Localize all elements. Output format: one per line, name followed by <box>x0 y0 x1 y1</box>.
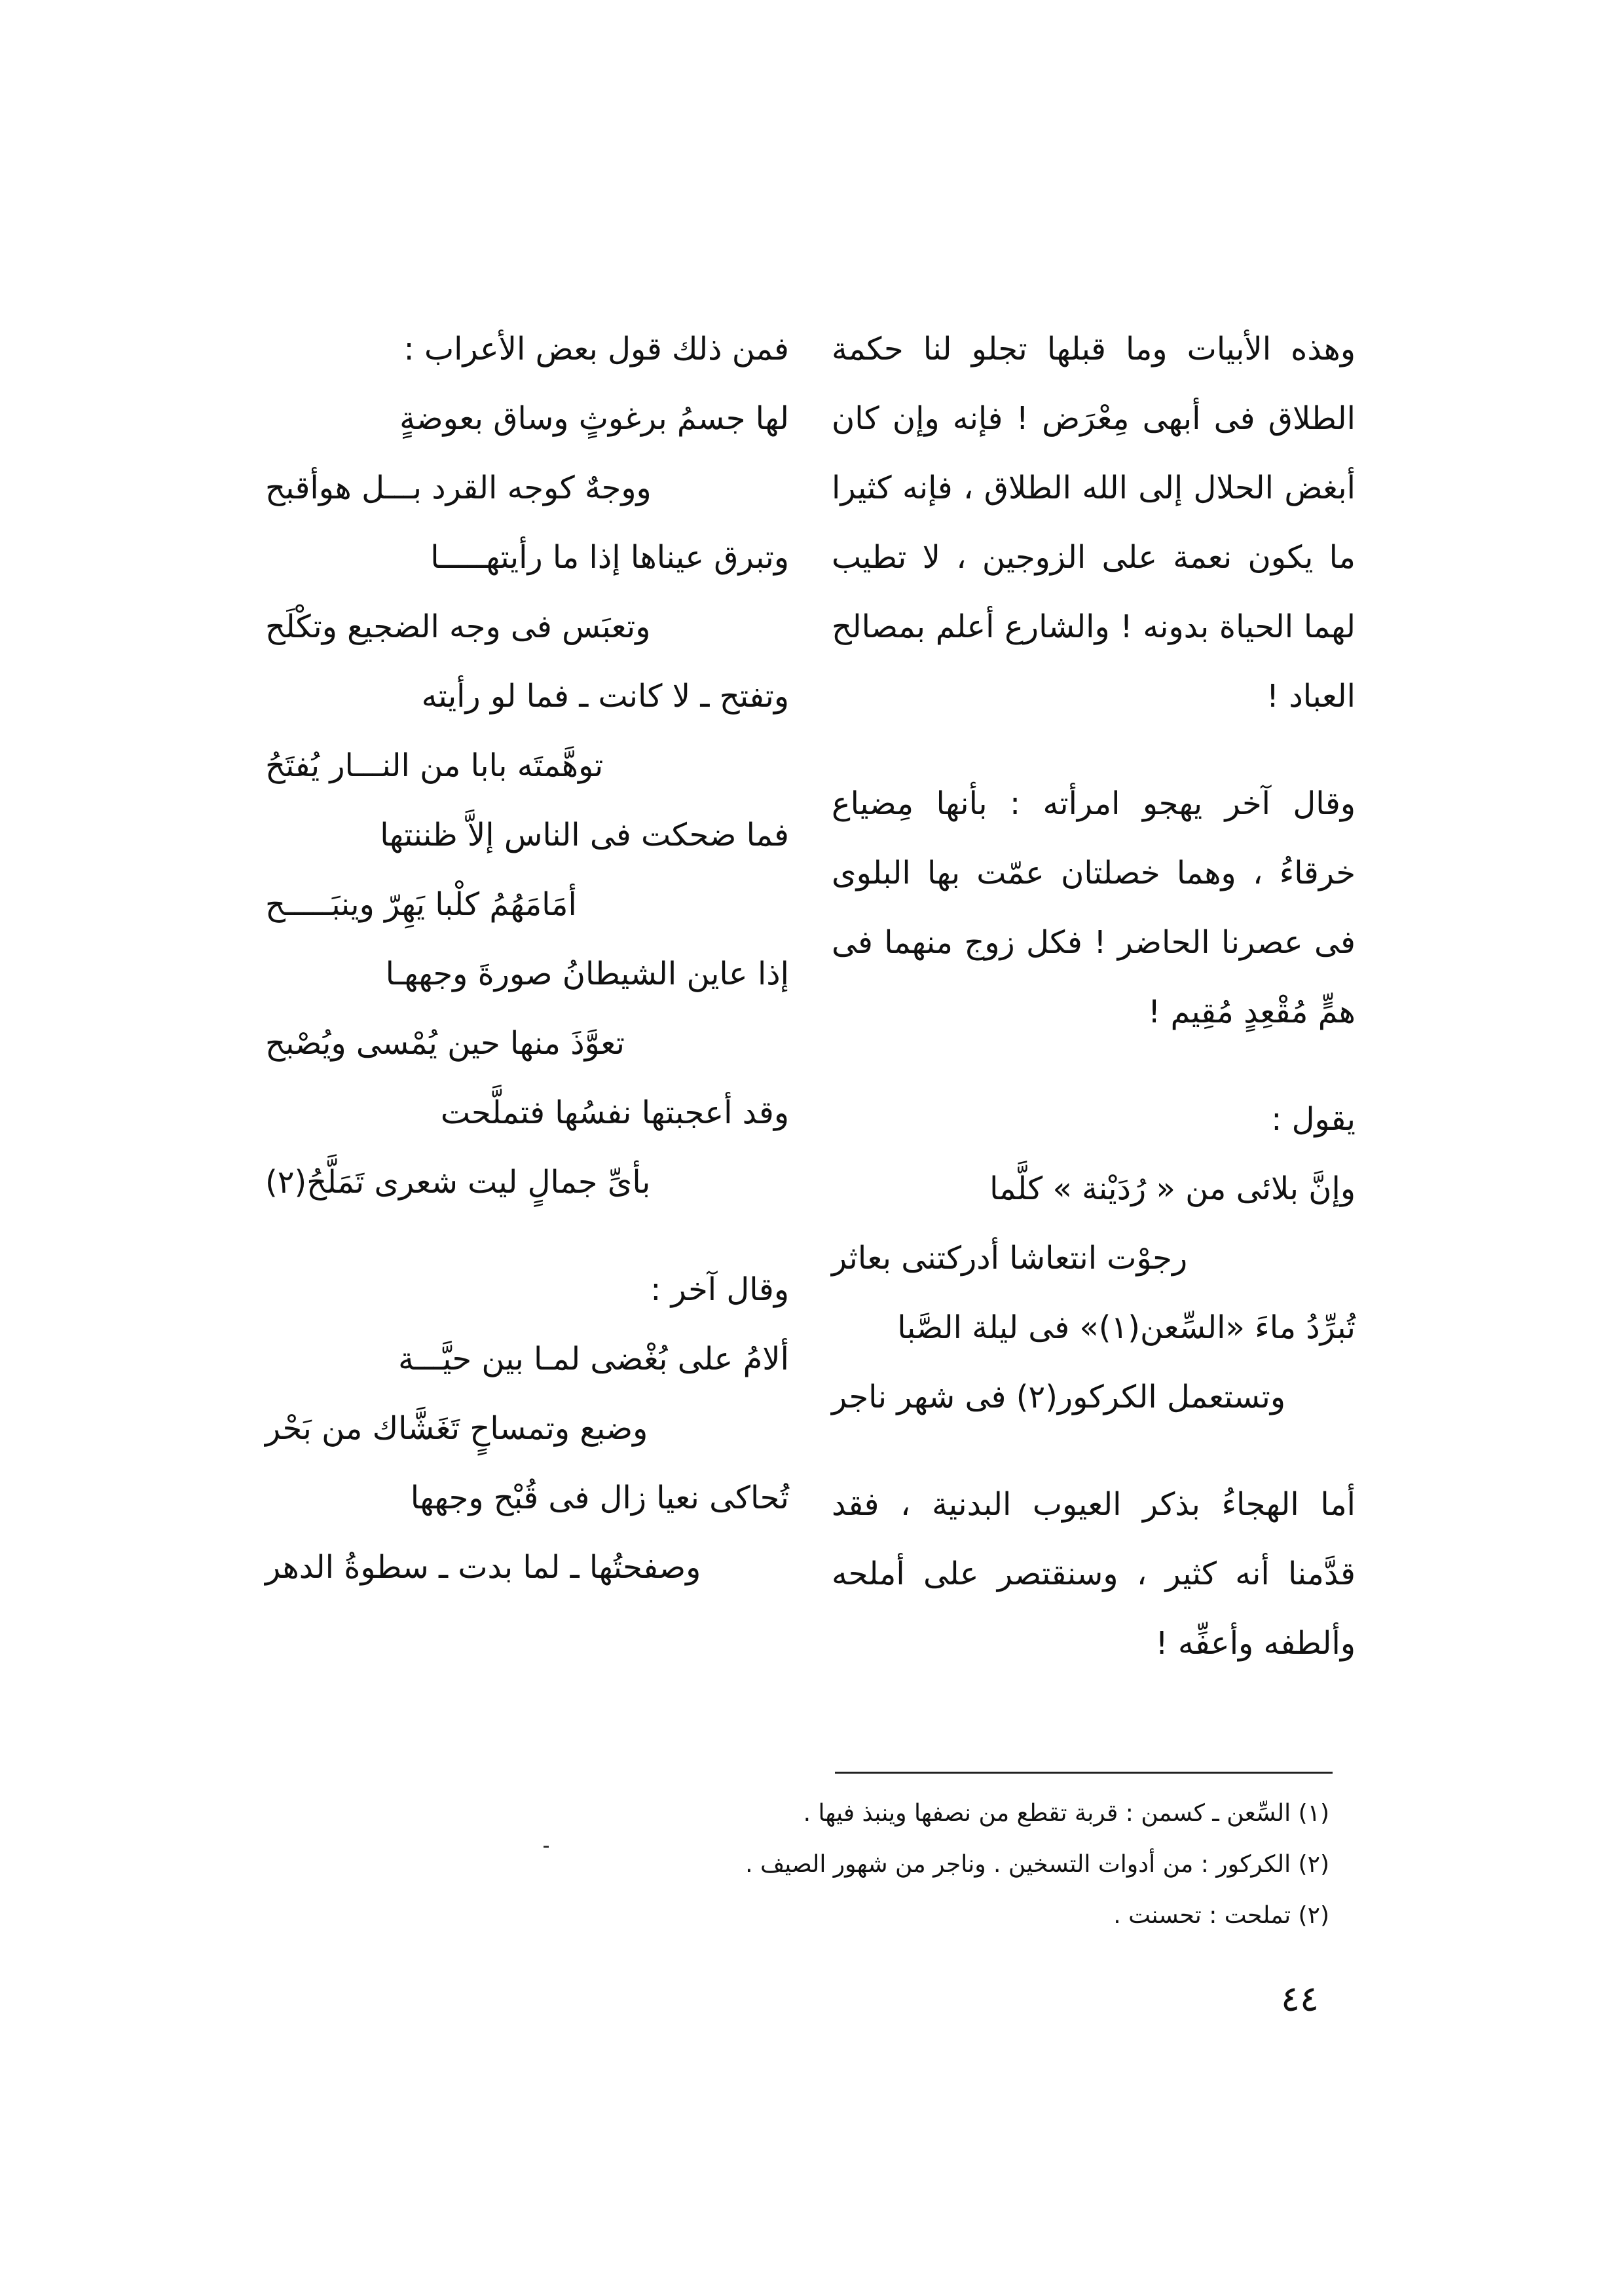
verse-hemistich: وقد أعجبتها نفسُها فتملَّحت <box>440 1094 789 1131</box>
verse-hemistich: تُبرِّدُ ماءَ «السِّعن(١)» فى ليلة الصَّبا <box>897 1309 1356 1346</box>
verse-hemistich: وصفحتُها ـ لما بدت ـ سطوةُ الدهر <box>265 1549 701 1586</box>
poem-intro-another: وقال آخر : <box>650 1271 789 1308</box>
left-column <box>265 314 789 1602</box>
verse-hemistich: ألامُ على بُغْضى لمـا بين حيَّـــة <box>398 1341 789 1377</box>
verse-hemistich: وتستعمل الكركور(٢) فى شهر ناجر <box>832 1379 1286 1415</box>
footnote: (١) السِّعن ـ كسمن : قربة تقطع من نصفها وينبذ فيها . <box>803 1800 1329 1827</box>
paragraph-talaq: وهذه الأبيات وما قبلها تجلو لنا حكمة الطلاق فى أبهى مِعْرَض ! فإنه وإن كان أبغض الحلال إلى الله الطلاق ، فإنه كثيرا ما يكون نعمة على الزوجين ، لا تطيب لهما الحياة بدونه ! والشارع أعلم بمصالح العباد ! <box>832 331 1356 715</box>
footnote: (٢) الكركور : من أدوات التسخين . وناجر من شهور الصيف . <box>745 1851 1329 1878</box>
footnote-separator <box>835 1772 1333 1774</box>
verse-hemistich: لها جسمُ برغوثٍ وساق بعوضةٍ <box>399 400 789 437</box>
verse-hemistich: رجوْت انتعاشا أدركتنى بعاثر <box>832 1240 1188 1277</box>
verse-hemistich: وتبرق عيناها إذا ما رأيتهـــــا <box>430 539 789 576</box>
footnote: (٢) تملحت : تحسنت . <box>1113 1902 1329 1929</box>
verse-hemistich: بأىِّ جمالٍ ليت شعرى تَمَلَّحُ(٢) <box>265 1164 651 1201</box>
poem-intro-arab: فمن ذلك قول بعض الأعراب : <box>403 331 789 367</box>
verse-hemistich: تُحاكى نعيا زال فى قُبْح وجهها <box>410 1480 789 1516</box>
print-speck <box>544 1846 549 1848</box>
paragraph-physical-defects: أما الهجاءُ بذكر العيوب البدنية ، فقد قدَّمنا أنه كثير ، وسنقتصر على أملحه وألطفه وأعفِّه ! <box>832 1486 1356 1662</box>
verse-hemistich: ووجهٌ كوجه القرد بـــل هوأقبح <box>265 470 652 506</box>
verse-hemistich: إذا عاين الشيطانُ صورةَ وجههـا <box>385 956 789 992</box>
paragraph-satire-wife: وقال آخر يهجو امرأته : بأنها مِضياع خرقاءُ ، وهما خصلتان عمّت بها البلوى فى عصرنا الحاضر ! فكل زوج منهما فى همٍّ مُقْعِدٍ مُقِيم ! <box>832 785 1356 1030</box>
right-column <box>832 314 1356 1678</box>
verse-hemistich: توهَّمتَه بابا من النـــار يُفتَحُ <box>265 747 604 784</box>
verse-hemistich: وضبع وتمساحٍ تَغَشَّاك من بَحْر <box>265 1410 648 1447</box>
verse-hemistich: وإنَّ بلائى من « رُدَيْنة » كلَّما <box>989 1170 1356 1207</box>
verse-hemistich: وتفتح ـ لا كانت ـ فما لو رأيته <box>421 678 789 715</box>
verse-hemistich: أمَامَهُمُ كلْبا يَهِرّ وينبَـــــح <box>265 886 577 923</box>
verse-hemistich: تعوَّذَ منها حين يُمْسى ويُصْبح <box>265 1025 625 1062</box>
verse-hemistich: فما ضحكت فى الناس إلاَّ ظننتها <box>380 817 789 853</box>
page-number: ٤٤ <box>1280 1978 1319 2019</box>
poem-intro-yaqul: يقول : <box>1271 1101 1356 1138</box>
footnotes <box>740 1788 1329 1941</box>
verse-hemistich: وتعبَس فى وجه الضجيع وتكْلَح <box>265 608 651 645</box>
